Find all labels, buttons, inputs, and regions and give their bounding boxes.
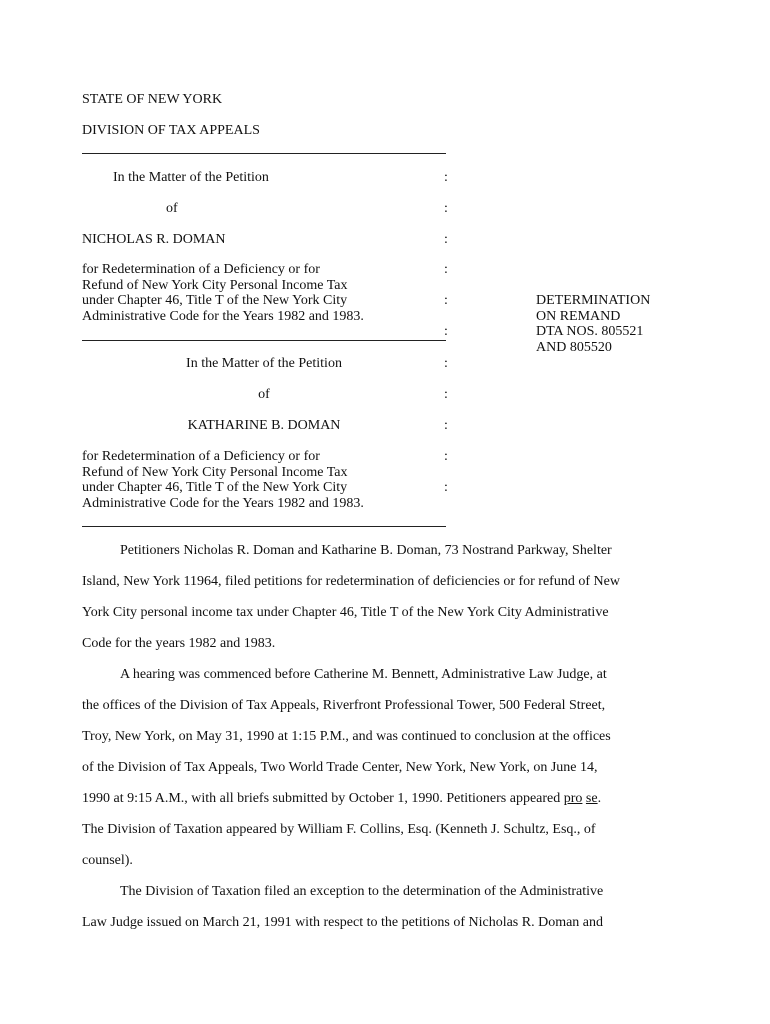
caption1-purpose-line: Administrative Code for the Years 1982 and 1983.	[82, 308, 364, 324]
caption2-matter: In the Matter of the Petition	[186, 356, 342, 371]
caption1-purpose-line: Refund of New York City Personal Income Tax	[82, 277, 348, 293]
caption1-of: of	[166, 201, 178, 216]
determination-line: AND 805520	[536, 339, 612, 355]
body-line	[82, 783, 668, 814]
determination-block	[536, 293, 650, 355]
paragraph-hearing	[82, 659, 668, 876]
caption-colon: :	[444, 356, 448, 371]
body-line-segment: .	[597, 791, 602, 806]
caption2-purpose-line: for Redetermination of a Deficiency or for	[82, 449, 320, 464]
determination-line: DTA NOS. 805521	[536, 324, 644, 339]
caption1-purpose-line: under Chapter 46, Title T of the New York City	[82, 293, 348, 308]
caption1-matter: In the Matter of the Petition	[113, 170, 269, 185]
caption1-purpose	[82, 262, 364, 324]
body-line: Code for the years 1982 and 1983.	[82, 636, 276, 651]
state-heading: STATE OF NEW YORK	[82, 92, 223, 107]
caption2-petitioner-name: KATHARINE B. DOMAN	[187, 418, 341, 433]
caption2-purpose	[82, 449, 364, 511]
caption2-purpose-line: Administrative Code for the Years 1982 and 1983.	[82, 495, 364, 511]
caption-colon: :	[444, 449, 448, 464]
body-line: York City personal income tax under Chapter 46, Title T of the New York City Administrative	[82, 605, 609, 620]
caption-colon: :	[444, 418, 448, 433]
body-text	[82, 535, 668, 938]
body-line: The Division of Taxation filed an exception to the determination of the Administrative	[120, 884, 604, 899]
body-line: A hearing was commenced before Catherine M. Bennett, Administrative Law Judge, at	[120, 667, 607, 682]
caption2-of: of	[258, 387, 270, 402]
caption-rule-bottom	[82, 526, 446, 527]
determination-line: ON REMAND	[536, 308, 621, 324]
body-line: counsel).	[82, 853, 133, 868]
caption-colon: :	[444, 293, 448, 308]
body-line: Petitioners Nicholas R. Doman and Katharine B. Doman, 73 Nostrand Parkway, Shelter	[120, 543, 612, 558]
caption-rule-middle	[82, 340, 446, 341]
paragraph-exception	[82, 876, 668, 938]
caption-colon: :	[444, 232, 448, 247]
caption-colon: :	[444, 262, 448, 277]
caption-rule-top	[82, 153, 446, 154]
se-underlined: se	[585, 791, 598, 806]
caption1-petitioner-name: NICHOLAS R. DOMAN	[82, 232, 226, 247]
determination-line: DETERMINATION	[536, 293, 651, 308]
caption-colon: :	[444, 170, 448, 185]
caption2-purpose-line: Refund of New York City Personal Income Tax	[82, 464, 348, 480]
caption-colon: :	[444, 201, 448, 216]
caption-colon: :	[444, 324, 448, 339]
division-heading: DIVISION OF TAX APPEALS	[82, 123, 260, 138]
caption-colon: :	[444, 387, 448, 402]
pro-underlined: pro	[563, 791, 583, 806]
body-line: the offices of the Division of Tax Appeals, Riverfront Professional Tower, 500 Federal Street,	[82, 698, 606, 713]
caption2-purpose-line: under Chapter 46, Title T of the New York City	[82, 480, 348, 495]
body-line: of the Division of Tax Appeals, Two World Trade Center, New York, New York, on June 14,	[82, 760, 598, 775]
paragraph-petitioners	[82, 535, 668, 659]
caption1-purpose-line: for Redetermination of a Deficiency or for	[82, 262, 320, 277]
body-line: The Division of Taxation appeared by William F. Collins, Esq. (Kenneth J. Schultz, Esq., of	[82, 822, 596, 837]
caption-colon: :	[444, 480, 448, 495]
body-line: Island, New York 11964, filed petitions for redetermination of deficiencies or for refund of New	[82, 574, 620, 589]
body-line: Law Judge issued on March 21, 1991 with respect to the petitions of Nicholas R. Doman and	[82, 915, 604, 930]
body-line-segment: 1990 at 9:15 A.M., with all briefs submitted by October 1, 1990. Petitioners appeared	[82, 791, 564, 806]
body-line: Troy, New York, on May 31, 1990 at 1:15 P.M., and was continued to conclusion at the offices	[82, 729, 611, 744]
